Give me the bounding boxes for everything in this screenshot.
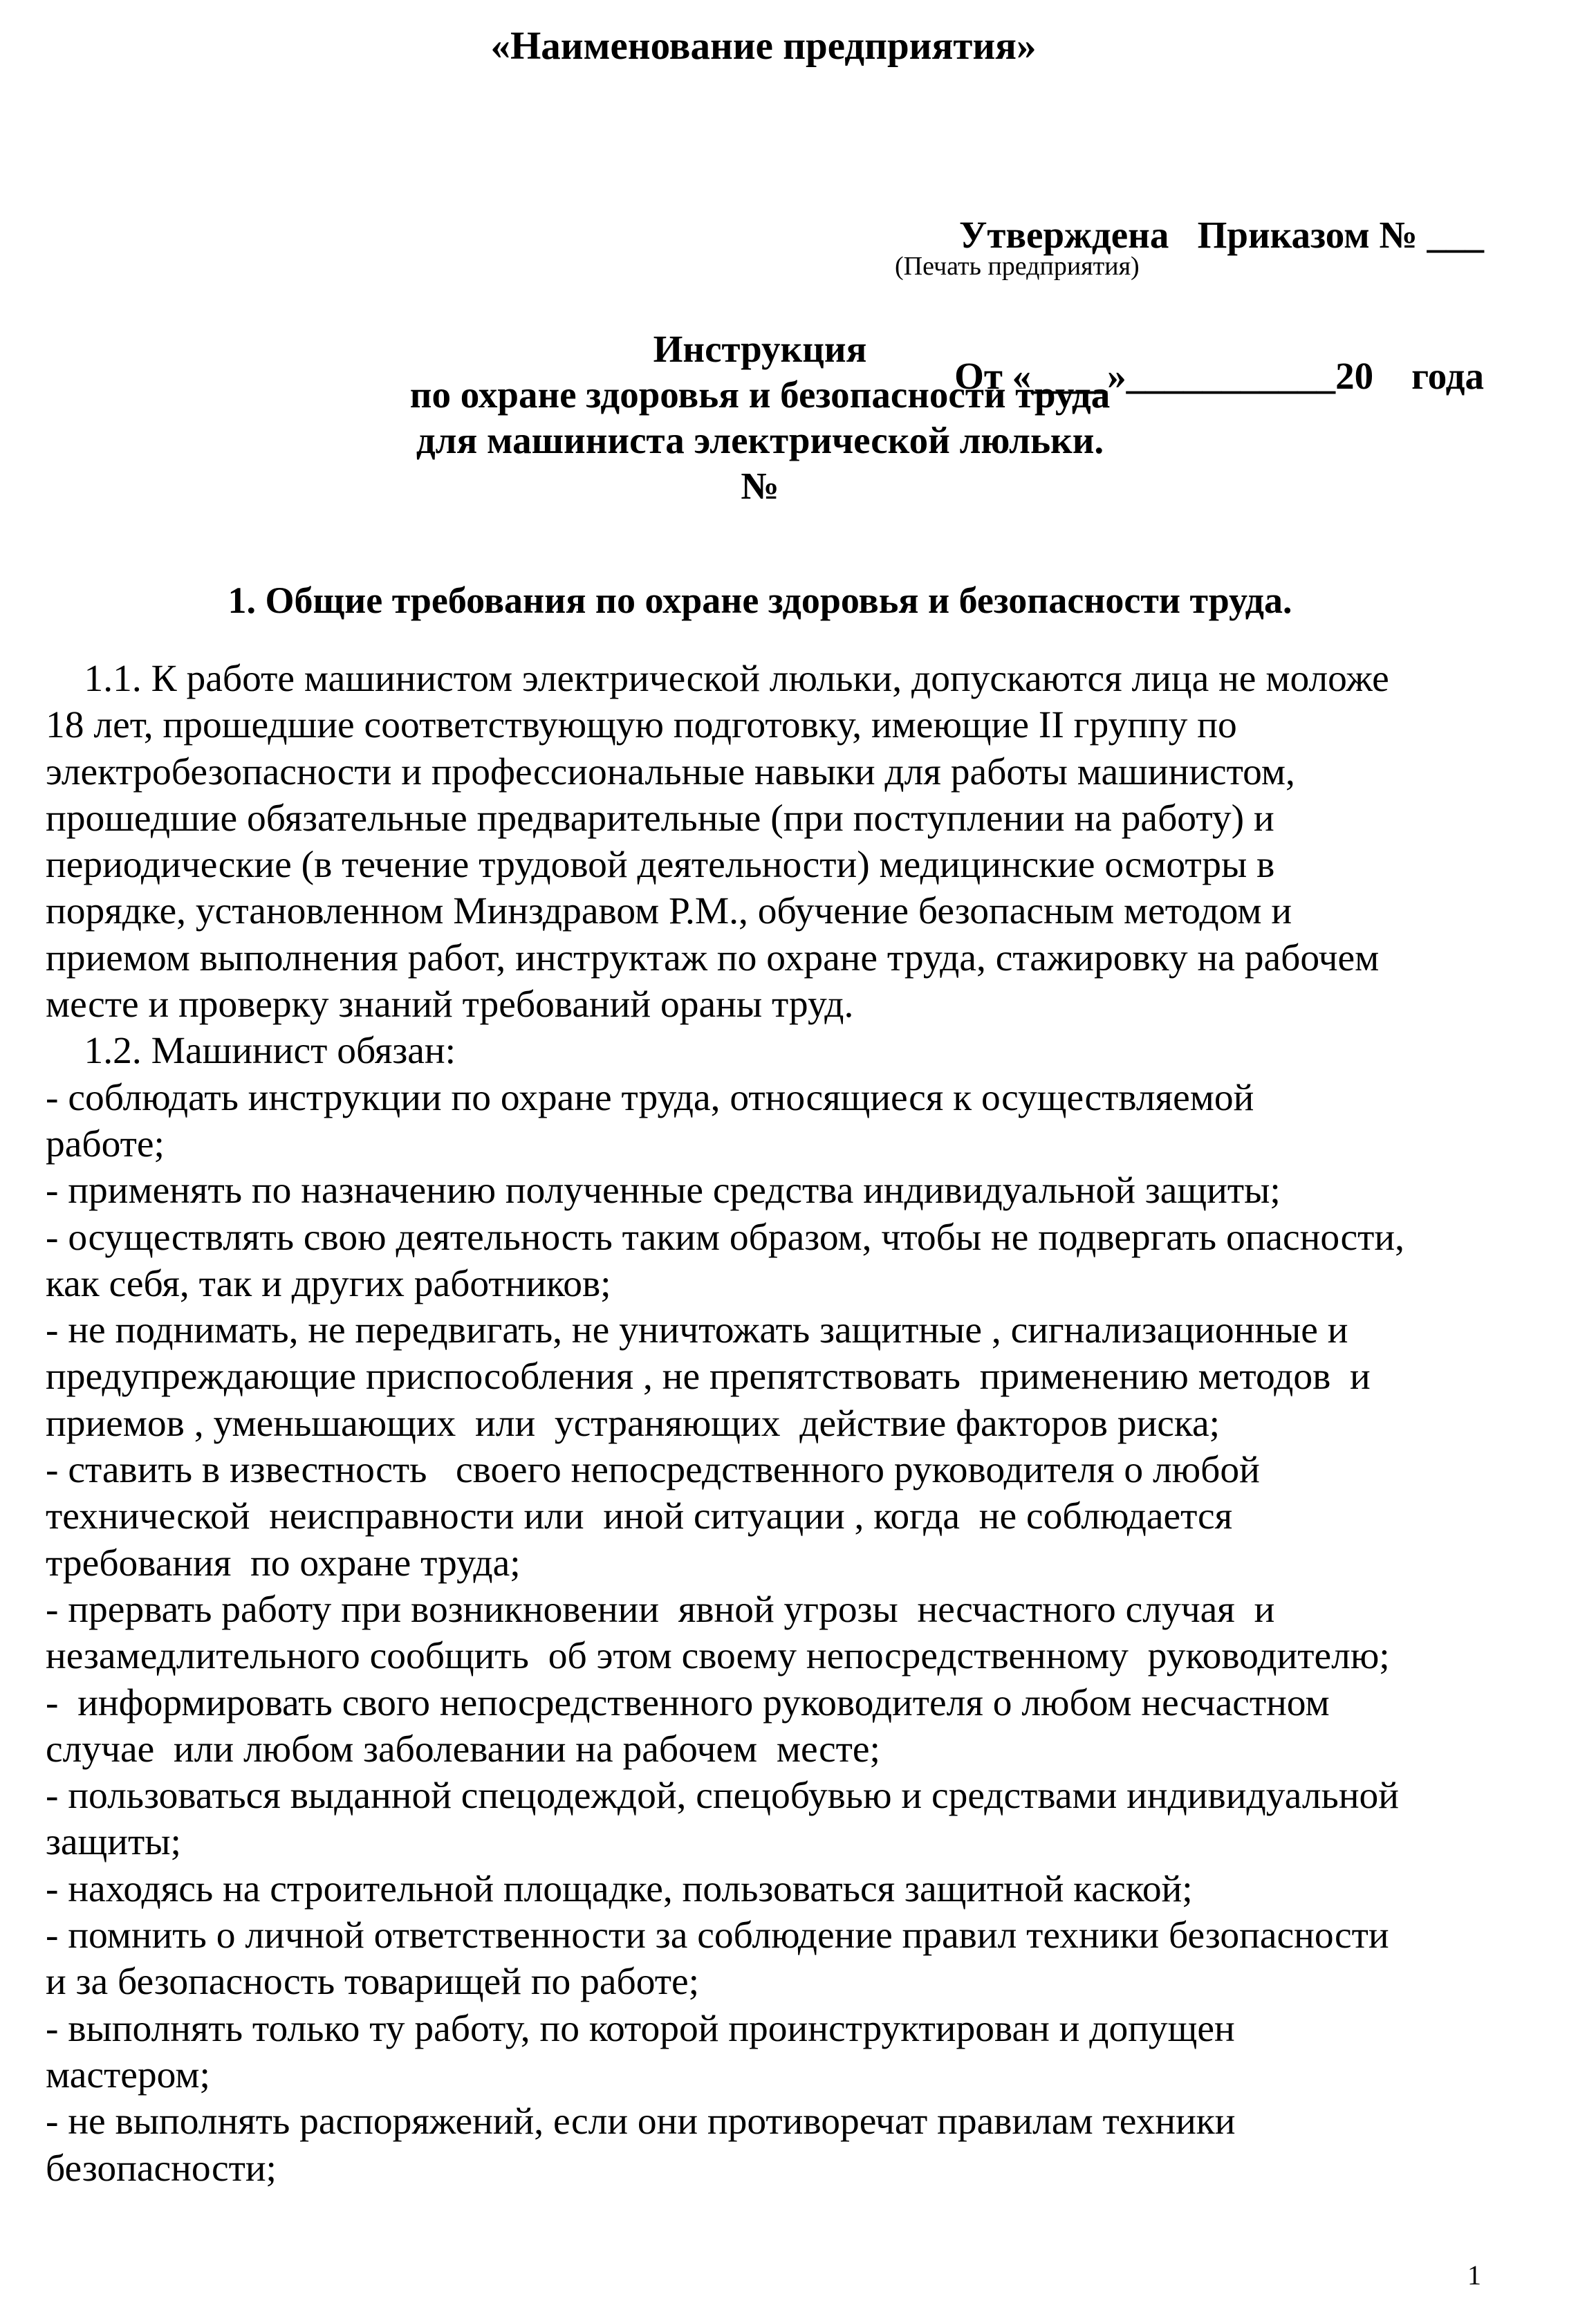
body-line: - находясь на строительной площадке, пользоваться защитной каской; [46,1867,1193,1910]
body-line: - применять по назначению полученные средства индивидуальной защиты; [46,1170,1281,1212]
body-line: - осуществлять свою деятельность таким образом, чтобы не подвергать опасности, [46,1216,1404,1259]
approval-order-line: Утверждена Приказом № ___ [958,214,1484,256]
approval-date-line: От «____»___________20 года [954,355,1484,397]
section-1-body [46,656,1404,2192]
body-line: и за безопасность товарищей по работе; [46,1961,700,2004]
body-line: прошедшие обязательные предварительные (при поступлении на работу) и [46,797,1274,840]
body-line: периодические (в течение трудовой деятельности) медицинские осмотры в [46,844,1275,887]
body-line: - соблюдать инструкции по охране труда, относящиеся к осуществляемой [46,1076,1254,1119]
body-line: мастером; [46,2053,210,2096]
body-line: работе; [46,1122,165,1165]
body-line: - не выполнять распоряжений, если они противоречат правилам техники [46,2100,1236,2143]
body-line: 1.2. Машинист обязан: [46,1030,456,1073]
body-line: - пользоваться выданной спецодеждой, спецобувью и средствами индивидуальной [46,1775,1399,1818]
body-line: - не поднимать, не передвигать, не уничтожать защитные , сигнализационные и [46,1309,1348,1352]
section-1-heading: 1. Общие требования по охране здоровья и безопасности труда. [228,580,1292,621]
body-line: 1.1. К работе машинистом электрической люльки, допускаются лица не моложе [46,658,1389,700]
body-line: требования по охране труда; [46,1542,521,1585]
body-line: как себя, так и других работников; [46,1262,611,1305]
body-line: - прервать работу при возникновении явной угрозы несчастного случая и [46,1588,1275,1631]
title-line-3: для машиниста электрической люльки. [416,419,1104,461]
title-line-2: по охране здоровья и безопасности труда [409,373,1111,416]
body-line: 18 лет, прошедшие соответствующую подготовку, имеющие II группу по [46,704,1237,747]
title-number: № [741,465,779,507]
body-line: месте и проверку знаний требований ораны труд. [46,983,854,1026]
body-line: порядке, установленном Минздравом Р.М., обучение безопасным методом и [46,890,1292,933]
body-line: предупреждающие приспособления , не препятствовать применению методов и [46,1356,1371,1398]
body-line: - ставить в известность своего непосредственного руководителя о любой [46,1449,1260,1492]
body-line: - выполнять только ту работу, по которой проинструктирован и допущен [46,2007,1235,2050]
company-name: «Наименование предприятия» [490,24,1037,68]
body-line: безопасности; [46,2147,277,2190]
body-line: приемов , уменьшающих или устраняющих действие факторов риска; [46,1402,1221,1445]
document-title [0,326,1596,509]
body-line: незамедлительного сообщить об этом своему непосредственному руководителю; [46,1635,1390,1678]
body-line: защиты; [46,1821,181,1864]
body-line: - помнить о личной ответственности за соблюдение правил техники безопасности [46,1914,1389,1957]
body-line: приемом выполнения работ, инструктаж по охране труда, стажировку на рабочем [46,936,1380,979]
body-line: случае или любом заболевании на рабочем месте; [46,1728,880,1771]
body-line: технической неисправности или иной ситуации , когда не соблюдается [46,1495,1233,1538]
title-line-1: Инструкция [653,328,867,370]
body-line: электробезопасности и профессиональные навыки для работы машинистом, [46,750,1295,793]
seal-note: (Печать предприятия) [895,252,1140,281]
page-number: 1 [1467,2260,1481,2291]
body-line: - информировать свого непосредственного руководителя о любом несчастном [46,1681,1330,1724]
